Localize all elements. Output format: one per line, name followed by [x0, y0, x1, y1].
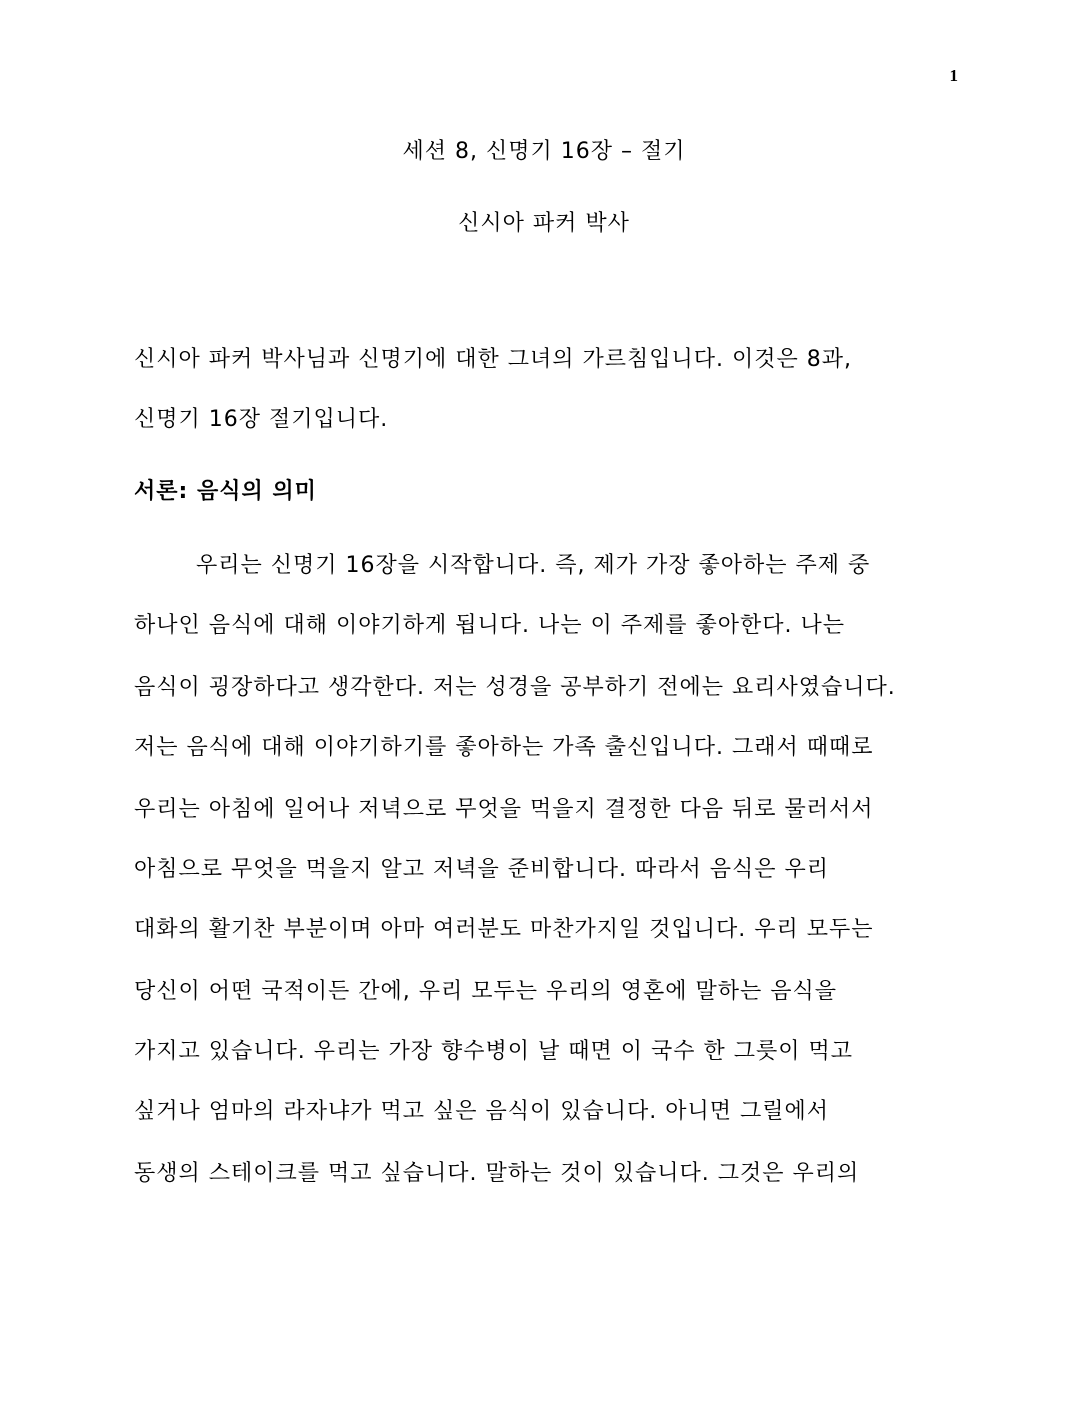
paragraph-line: 우리는 신명기 16장을 시작합니다. 즉, 제가 가장 좋아하는 주제 중 [196, 553, 871, 578]
paragraph-line: 저는 음식에 대해 이야기하기를 좋아하는 가족 출신입니다. 그래서 때때로 [134, 735, 874, 760]
page-number: 1 [949, 66, 958, 85]
section-heading: 서론: 음식의 의미 [134, 479, 317, 504]
paragraph-line: 당신이 어떤 국적이든 간에, 우리 모두는 우리의 영혼에 말하는 음식을 [134, 979, 837, 1004]
paragraph-line: 하나인 음식에 대해 이야기하게 됩니다. 나는 이 주제를 좋아한다. 나는 [134, 613, 845, 638]
paragraph-line: 아침으로 무엇을 먹을지 알고 저녁을 준비합니다. 따라서 음식은 우리 [134, 857, 829, 882]
paragraph-line: 음식이 굉장하다고 생각한다. 저는 성경을 공부하기 전에는 요리사였습니다. [134, 675, 896, 700]
document-author: 신시아 파커 박사 [458, 211, 630, 236]
intro-line: 신시아 파커 박사님과 신명기에 대한 그녀의 가르침입니다. 이것은 8과, [134, 347, 852, 372]
document-title: 세션 8, 신명기 16장 – 절기 [402, 139, 686, 164]
paragraph-line: 대화의 활기찬 부분이며 아마 여러분도 마찬가지일 것입니다. 우리 모두는 [134, 917, 874, 942]
paragraph-line: 우리는 아침에 일어나 저녁으로 무엇을 먹을지 결정한 다음 뒤로 물러서서 [134, 797, 874, 822]
intro-line: 신명기 16장 절기입니다. [134, 407, 389, 432]
paragraph-line: 동생의 스테이크를 먹고 싶습니다. 말하는 것이 있습니다. 그것은 우리의 [134, 1161, 860, 1186]
paragraph-line: 싶거나 엄마의 라자냐가 먹고 싶은 음식이 있습니다. 아니면 그릴에서 [134, 1099, 829, 1124]
paragraph-line: 가지고 있습니다. 우리는 가장 향수병이 날 때면 이 국수 한 그릇이 먹고 [134, 1039, 853, 1064]
